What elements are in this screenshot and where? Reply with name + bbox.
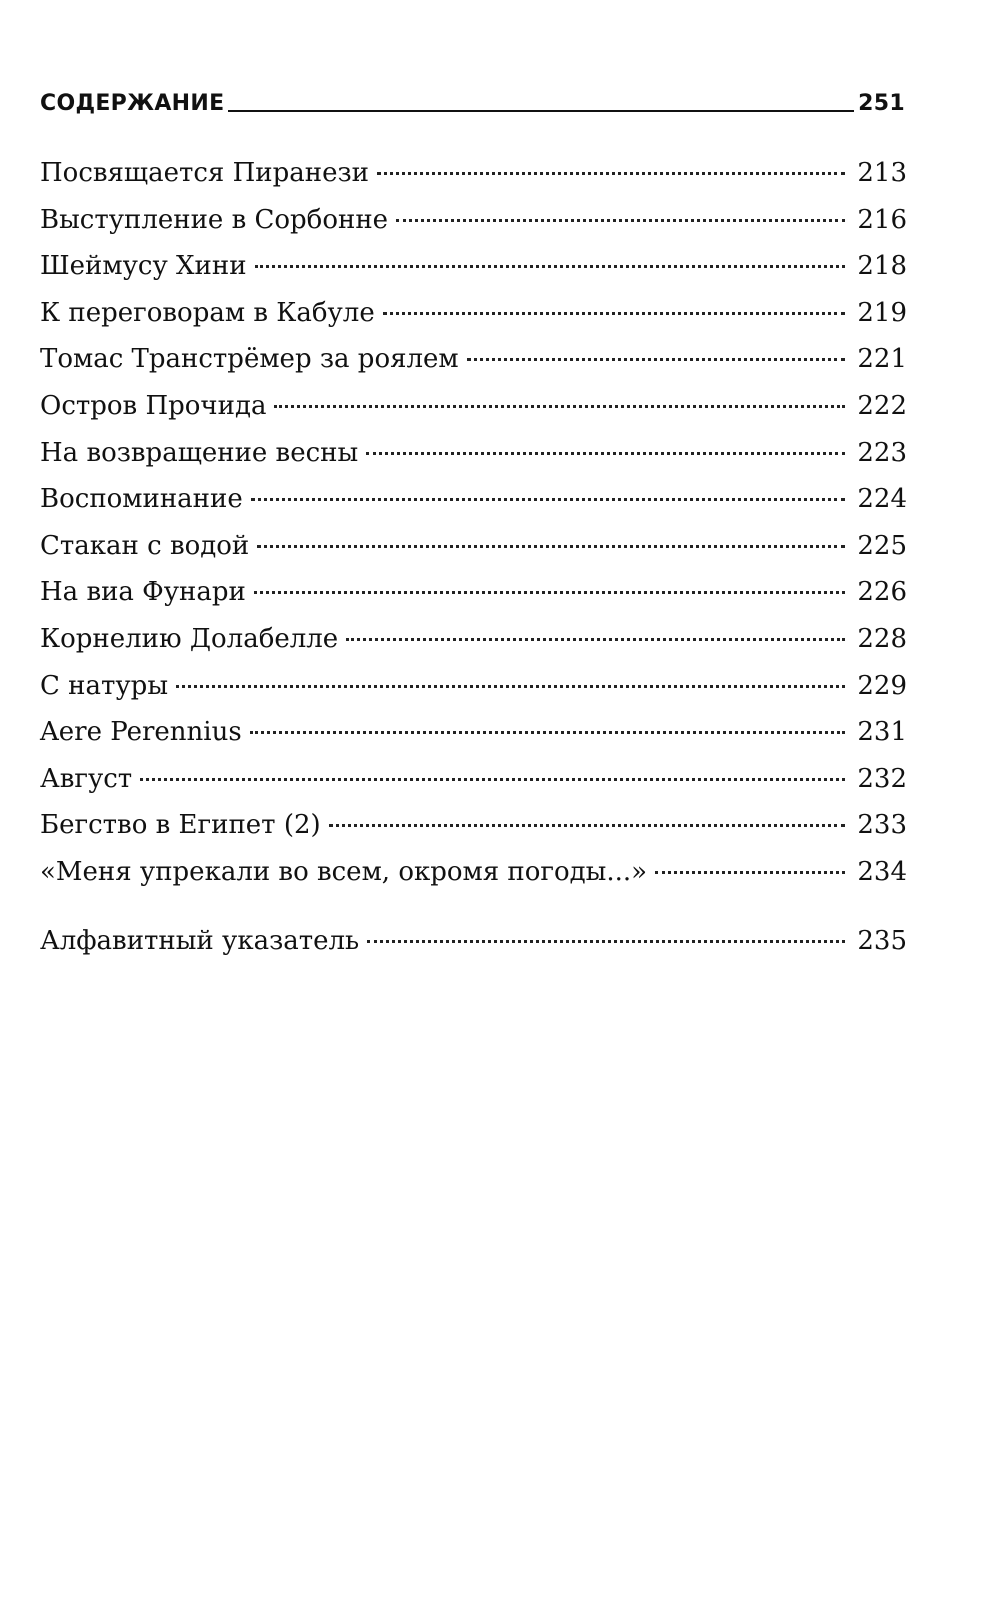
toc-entry-page: 225 xyxy=(857,530,907,561)
toc-entry-title: Шеймусу Хини xyxy=(40,251,247,282)
toc-entry-page: 226 xyxy=(857,577,907,608)
running-head-title: СОДЕРЖАНИЕ xyxy=(40,91,225,116)
toc-entry xyxy=(40,388,907,435)
toc-entry-page: 216 xyxy=(857,204,907,235)
toc-entry xyxy=(40,295,907,342)
toc-entry-title: Воспоминание xyxy=(40,484,243,515)
dot-leader xyxy=(366,452,845,455)
table-of-contents xyxy=(40,155,907,969)
toc-entry-title: Aere Perennius xyxy=(40,717,242,748)
toc-entry-title: На виа Фунари xyxy=(40,577,246,608)
toc-entry-page: 224 xyxy=(857,484,907,515)
running-head xyxy=(40,83,905,117)
toc-entry-title: Посвящается Пиранези xyxy=(40,158,369,188)
toc-entry-page: 228 xyxy=(857,623,907,654)
toc-entry xyxy=(40,621,907,668)
toc-entry-page: 219 xyxy=(857,297,907,328)
toc-entry xyxy=(40,528,907,575)
dot-leader xyxy=(655,871,845,874)
dot-leader xyxy=(140,778,845,781)
toc-entry-page: 218 xyxy=(857,251,907,282)
toc-entry xyxy=(40,761,907,808)
toc-entry-title: С натуры xyxy=(40,670,169,701)
dot-leader xyxy=(367,940,845,943)
toc-entry-title: Август xyxy=(40,763,133,794)
dot-leader xyxy=(250,731,846,734)
toc-index-title: Алфавитный указатель xyxy=(40,925,360,956)
toc-entry-title: «Меня упрекали во всем, окромя погоды...» xyxy=(40,856,648,887)
dot-leader xyxy=(251,498,846,501)
running-head-page-number: 251 xyxy=(858,91,905,116)
toc-entry-title: Томас Транстрёмер за роялем xyxy=(40,344,459,375)
toc-entry-page: 231 xyxy=(857,717,907,748)
toc-entry-title: К переговорам в Кабуле xyxy=(40,297,375,328)
toc-entry-page: 233 xyxy=(857,810,907,841)
toc-entry-title: На возвращение весны xyxy=(40,437,359,468)
dot-leader xyxy=(346,638,845,641)
toc-entry-title: Бегство в Египет (2) xyxy=(40,810,321,841)
toc-entry xyxy=(40,854,907,901)
toc-entry-title: Стакан с водой xyxy=(40,530,250,561)
dot-leader xyxy=(254,591,846,594)
toc-entry-page: 229 xyxy=(857,670,907,701)
toc-entry-page: 213 xyxy=(857,158,907,188)
toc-entry xyxy=(40,807,907,854)
toc-entry xyxy=(40,481,907,528)
toc-entry-title: Выступление в Сорбонне xyxy=(40,204,389,235)
dot-leader xyxy=(377,172,845,175)
dot-leader xyxy=(274,405,845,408)
toc-entry-page: 221 xyxy=(857,344,907,375)
toc-entry xyxy=(40,341,907,388)
dot-leader xyxy=(467,358,846,361)
toc-entry xyxy=(40,248,907,295)
toc-entry-page: 222 xyxy=(857,390,907,421)
dot-leader xyxy=(255,265,846,268)
toc-entry-page: 234 xyxy=(857,856,907,887)
toc-entry xyxy=(40,714,907,761)
toc-entry xyxy=(40,574,907,621)
toc-entry xyxy=(40,435,907,482)
section-gap xyxy=(40,901,907,923)
dot-leader xyxy=(329,824,846,827)
toc-entry-title: Корнелию Долабелле xyxy=(40,623,339,654)
dot-leader xyxy=(396,219,845,222)
running-head-rule xyxy=(228,110,854,112)
toc-entry xyxy=(40,202,907,249)
toc-entry xyxy=(40,155,907,202)
toc-entry-title: Остров Прочида xyxy=(40,390,267,421)
dot-leader xyxy=(176,685,845,688)
toc-entry-page: 232 xyxy=(857,763,907,794)
dot-leader xyxy=(257,545,845,548)
toc-index-entry xyxy=(40,923,907,970)
toc-entry xyxy=(40,668,907,715)
dot-leader xyxy=(383,312,846,315)
toc-index-page: 235 xyxy=(857,925,907,956)
toc-entry-page: 223 xyxy=(857,437,907,468)
